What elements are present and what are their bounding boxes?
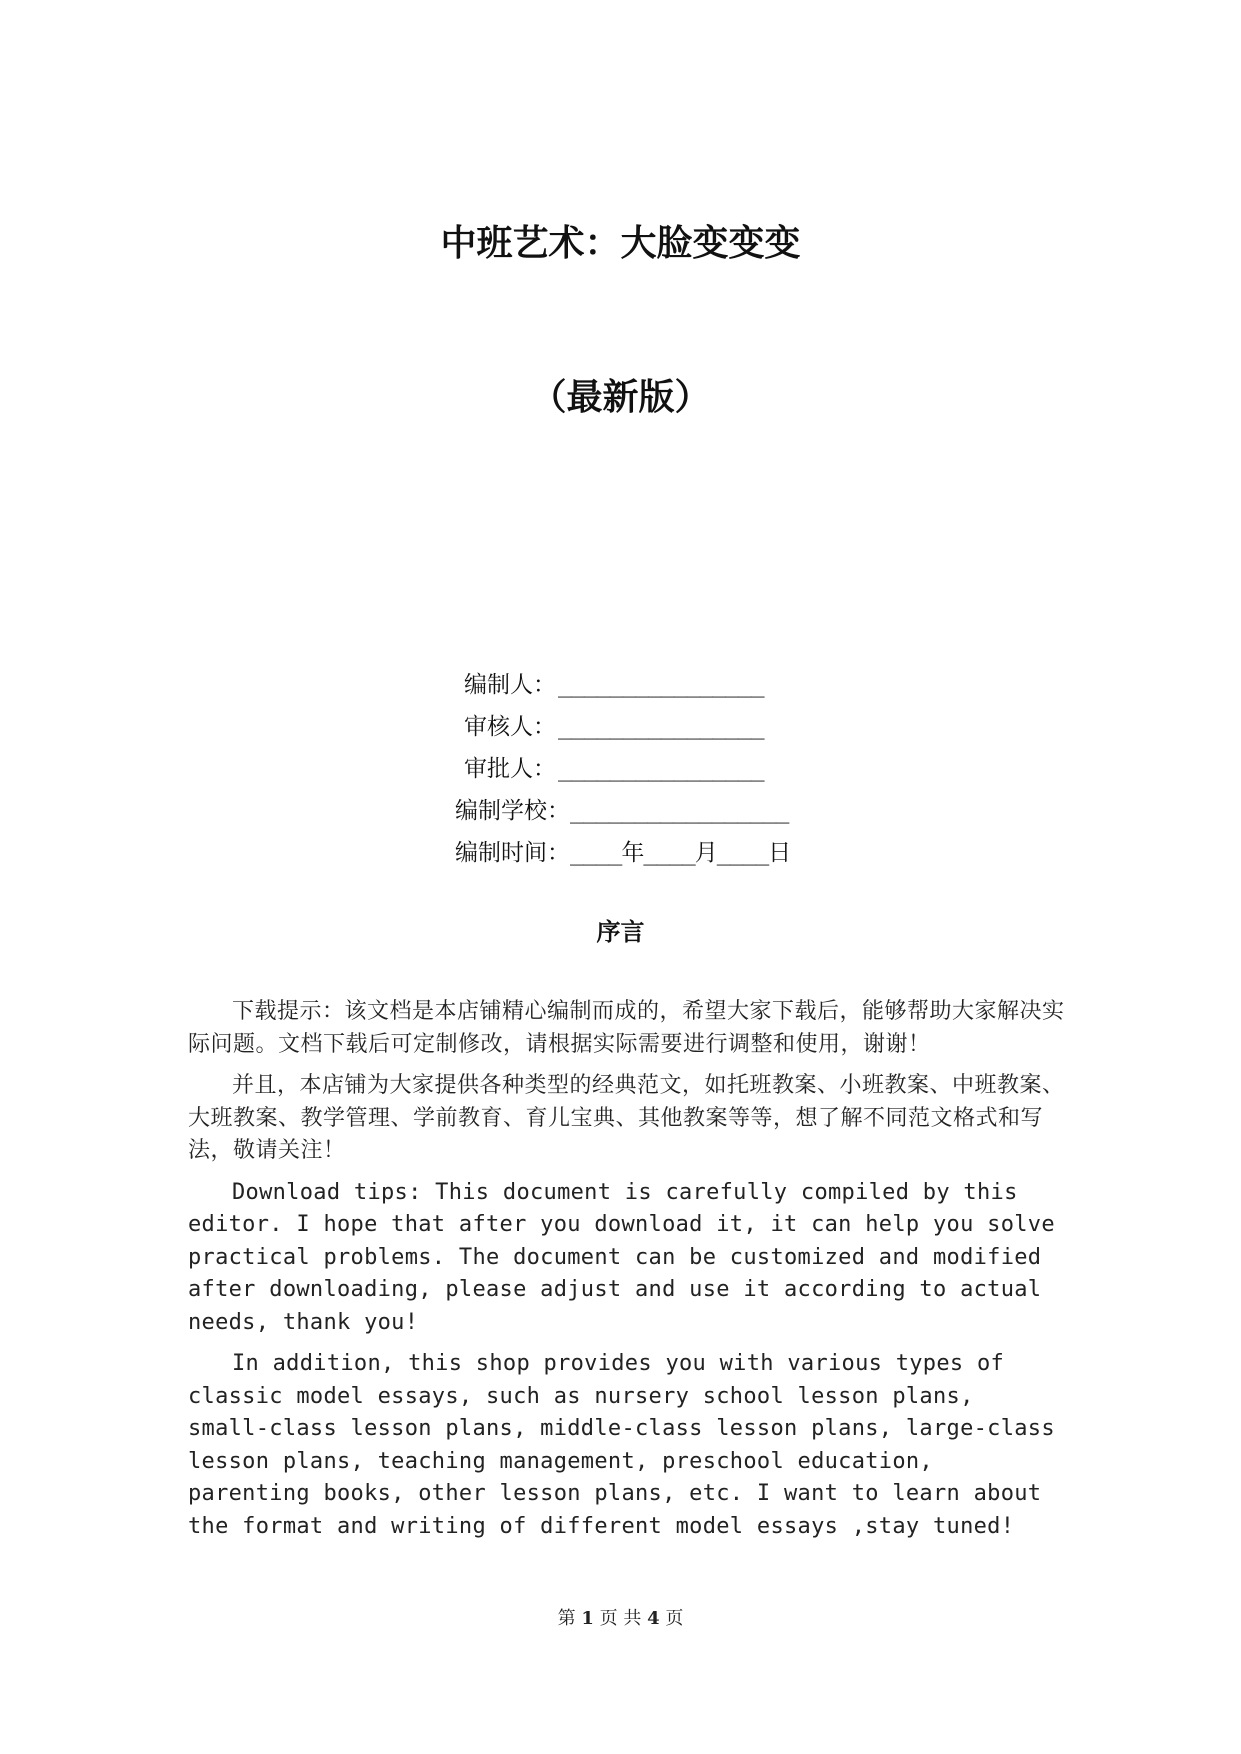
approver-blank: ________________ (558, 756, 764, 782)
preface-paragraph: 下载提示：该文档是本店铺精心编制而成的，希望大家下载后，能够帮助大家解决实际问题。文档下载后可定制修改，请根据实际需要进行调整和使用，谢谢！ (188, 999, 1065, 1057)
info-row-approver (0, 748, 1241, 790)
footer-total-pages: 4 (647, 1608, 660, 1629)
compiler-label: 编制人： (464, 672, 556, 698)
document-subtitle: （最新版） (530, 377, 711, 418)
preface-body (188, 996, 1068, 1552)
info-row-time (0, 832, 1241, 874)
preface-paragraph: Download tips: This document is carefully compiled by this editor. I hope that after you download it, it can help you solve practical problems. The document can be customized and modified after downloading, please adjust and use it according to actual needs, thank you! (188, 1179, 1055, 1335)
time-label: 编制时间： (455, 840, 570, 866)
preface-paragraph: In addition, this shop provides you with various types of classic model essays, such as nursery school lesson plans, small-class lesson plans, middle-class lesson plans, large-class lesson plans, teaching management, preschool education, parenting books, other lesson plans, etc. I want to learn about the format and writing of different model essays ,stay tuned! (188, 1351, 1055, 1539)
preface-paragraph: 并且，本店铺为大家提供各种类型的经典范文，如托班教案、小班教案、中班教案、大班教案、教学管理、学前教育、育儿宝典、其他教案等等，想了解不同范文格式和写法，敬请关注！ (188, 1073, 1065, 1163)
page-footer (0, 1604, 1241, 1630)
document-title: 中班艺术：大脸变变变 (440, 223, 801, 264)
time-blank: ____年____月____日 (570, 840, 791, 866)
preface-heading: 序言 (596, 918, 645, 946)
footer-prefix: 第 (557, 1608, 576, 1629)
reviewer-label: 审核人： (464, 714, 556, 740)
school-label: 编制学校： (455, 798, 570, 824)
school-blank: _________________ (570, 798, 789, 824)
footer-middle: 页 共 (599, 1608, 642, 1629)
info-block (0, 664, 1241, 874)
footer-suffix: 页 (665, 1608, 684, 1629)
info-row-compiler (0, 664, 1241, 706)
approver-label: 审批人： (464, 756, 556, 782)
info-row-school (0, 790, 1241, 832)
info-row-reviewer (0, 706, 1241, 748)
reviewer-blank: ________________ (558, 714, 764, 740)
compiler-blank: ________________ (558, 672, 764, 698)
footer-page-number: 1 (581, 1608, 594, 1629)
